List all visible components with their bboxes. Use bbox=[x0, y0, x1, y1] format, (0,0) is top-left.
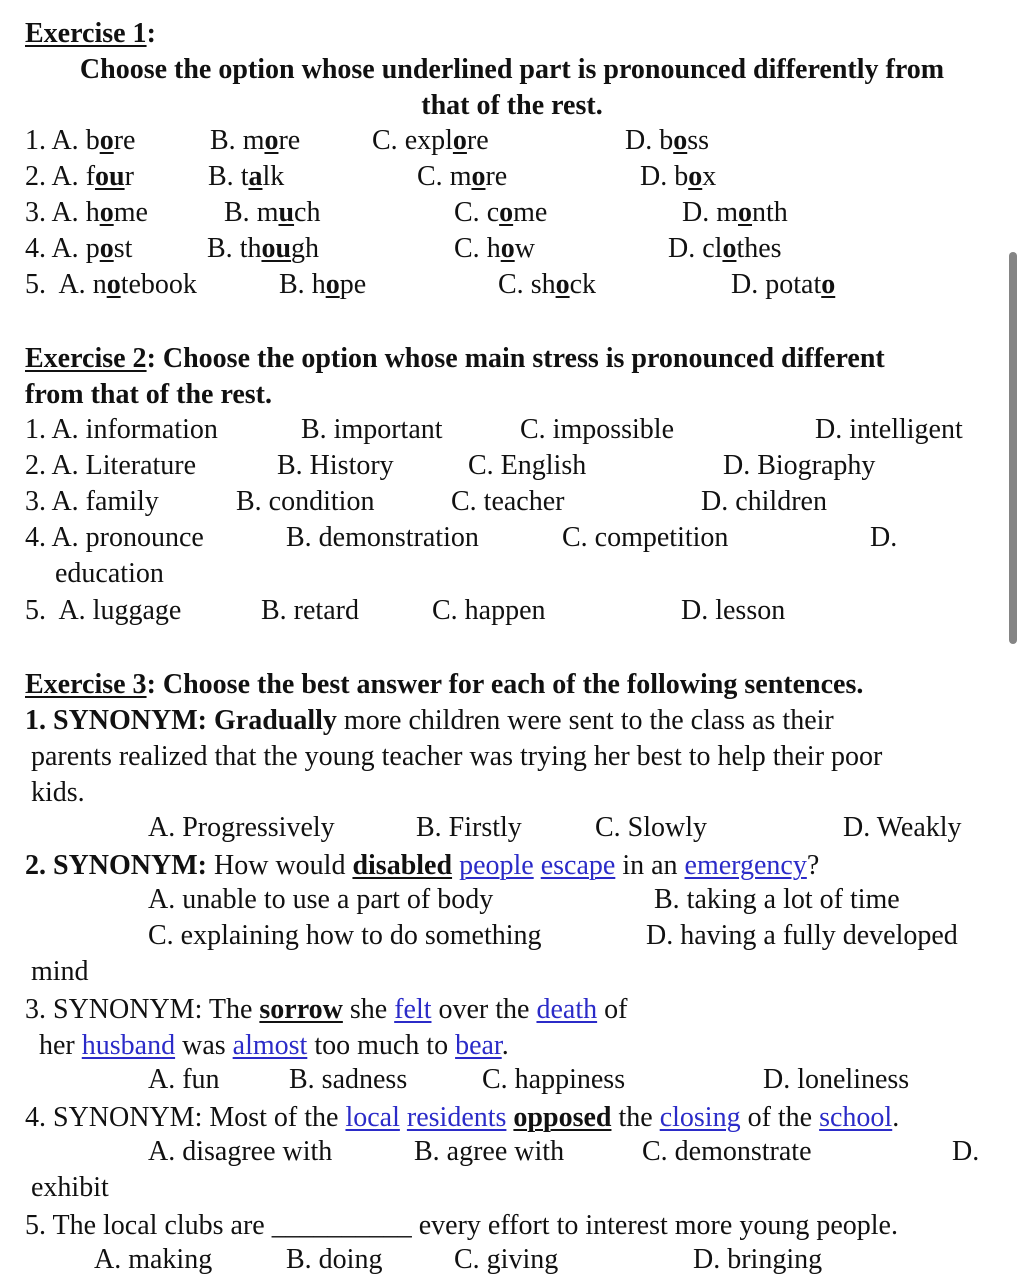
ex3-q5-option-a: A. making bbox=[94, 1244, 213, 1275]
ex2-q5-b: B. retard bbox=[261, 595, 359, 626]
key-word: disabled bbox=[352, 850, 453, 881]
link-husband[interactable]: husband bbox=[81, 1030, 176, 1061]
heading-colon: : bbox=[146, 18, 156, 49]
ex2-q4-c: C. competition bbox=[562, 522, 729, 553]
exercise-1-instruction: Choose the option whose underlined part is pronounced differently from bbox=[79, 54, 945, 85]
ex3-q5-option-b: B. doing bbox=[286, 1244, 383, 1275]
ex3-q1-stem-line3: kids. bbox=[31, 777, 85, 808]
ex1-q2-c: C. more bbox=[417, 161, 508, 192]
ex3-q3-stem: 3. SYNONYM: The sorrow she felt over the death of bbox=[25, 994, 628, 1025]
ex2-q1-d: D. intelligent bbox=[815, 414, 963, 445]
ex3-q3-option-b: B. sadness bbox=[289, 1064, 408, 1095]
ex2-q2-b: B. History bbox=[277, 450, 394, 481]
ex3-q2-option-d: D. having a fully developed bbox=[646, 920, 958, 951]
ex3-q4-option-c: C. demonstrate bbox=[642, 1136, 812, 1167]
ex1-q1-b: B. more bbox=[210, 125, 301, 156]
link-felt[interactable]: felt bbox=[394, 994, 432, 1025]
ex1-q5-d: D. potato bbox=[731, 269, 836, 300]
link-school[interactable]: school bbox=[819, 1102, 893, 1133]
vertical-scrollbar[interactable] bbox=[1009, 252, 1017, 644]
ex2-q4-b: B. demonstration bbox=[286, 522, 479, 553]
ex3-q1-option-b: B. Firstly bbox=[416, 812, 522, 843]
ex1-q5-b: B. hope bbox=[279, 269, 367, 300]
heading-text: Exercise 3 bbox=[25, 669, 147, 700]
ex2-q5-d: D. lesson bbox=[681, 595, 786, 626]
ex3-q5-option-c: C. giving bbox=[454, 1244, 559, 1275]
ex1-q3-a: 3. A. home bbox=[25, 197, 148, 228]
ex2-q2-c: C. English bbox=[468, 450, 587, 481]
heading-text: Exercise 1 bbox=[25, 18, 147, 49]
ex3-q2-option-b: B. taking a lot of time bbox=[654, 884, 900, 915]
exercise-2-heading-line2: from that of the rest. bbox=[25, 379, 273, 410]
ex3-q1-stem-line2: parents realized that the young teacher was trying her best to help their poor bbox=[31, 741, 883, 772]
ex1-q3-b: B. much bbox=[224, 197, 321, 228]
ex1-q5-c: C. shock bbox=[498, 269, 597, 300]
ex2-q3-c: C. teacher bbox=[451, 486, 565, 517]
ex1-q2-b: B. talk bbox=[208, 161, 285, 192]
ex3-q3-option-a: A. fun bbox=[148, 1064, 220, 1095]
ex3-q3-stem-line2: her husband was almost too much to bear. bbox=[39, 1030, 509, 1061]
ex3-q4-option-d: D. bbox=[952, 1136, 980, 1167]
ex2-q1-a: 1. A. information bbox=[25, 414, 218, 445]
link-residents[interactable]: residents bbox=[406, 1102, 507, 1133]
ex3-q4-option-a: A. disagree with bbox=[148, 1136, 333, 1167]
exercise-1-instruction-line2: that of the rest. bbox=[421, 90, 603, 121]
ex2-q1-b: B. important bbox=[301, 414, 443, 445]
ex3-q2-option-a: A. unable to use a part of body bbox=[148, 884, 494, 915]
ex1-q4-c: C. how bbox=[454, 233, 535, 264]
link-escape[interactable]: escape bbox=[540, 850, 616, 881]
answer-blank: __________ bbox=[271, 1210, 412, 1241]
ex1-q4-b: B. though bbox=[207, 233, 320, 264]
ex2-q4-d: D. bbox=[870, 522, 898, 553]
key-word: opposed bbox=[513, 1102, 612, 1133]
ex2-q3-b: B. condition bbox=[236, 486, 375, 517]
link-local[interactable]: local bbox=[345, 1102, 400, 1133]
ex2-q3-a: 3. A. family bbox=[25, 486, 159, 517]
ex2-q1-c: C. impossible bbox=[520, 414, 675, 445]
ex3-q2-stem: 2. SYNONYM: How would disabled people escape in an emergency? bbox=[25, 850, 820, 881]
exercise-3-heading: Exercise 3: Choose the best answer for each of the following sentences. bbox=[25, 669, 864, 700]
ex1-q4-a: 4. A. post bbox=[25, 233, 133, 264]
ex2-q2-a: 2. A. Literature bbox=[25, 450, 197, 481]
link-bear[interactable]: bear bbox=[455, 1030, 502, 1061]
ex3-q2-option-d-wrap: mind bbox=[31, 956, 89, 987]
link-almost[interactable]: almost bbox=[232, 1030, 308, 1061]
exercise-1-heading bbox=[25, 16, 156, 52]
ex3-q2-option-c: C. explaining how to do something bbox=[148, 920, 542, 951]
ex1-q1-c: C. explore bbox=[372, 125, 489, 156]
ex3-q4-stem: 4. SYNONYM: Most of the local residents opposed the closing of the school. bbox=[25, 1102, 900, 1133]
ex3-q1-option-d: D. Weakly bbox=[843, 812, 962, 843]
heading-text: Exercise 2 bbox=[25, 343, 147, 374]
key-word: Gradually bbox=[214, 705, 337, 736]
ex2-q5-c: C. happen bbox=[432, 595, 546, 626]
ex3-q5-option-d: D. bringing bbox=[693, 1244, 823, 1275]
ex1-q3-d: D. month bbox=[682, 197, 788, 228]
ex3-q1-stem: 1. SYNONYM: Gradually more children were sent to the class as their bbox=[25, 705, 834, 736]
link-closing[interactable]: closing bbox=[659, 1102, 741, 1133]
ex3-q5-stem: 5. The local clubs are __________ every effort to interest more young people. bbox=[25, 1210, 898, 1241]
ex3-q1-option-a: A. Progressively bbox=[148, 812, 335, 843]
link-emergency[interactable]: emergency bbox=[684, 850, 807, 881]
exercise-2-heading: Exercise 2: Choose the option whose main stress is pronounced different bbox=[25, 343, 885, 374]
ex1-q1-d: D. boss bbox=[625, 125, 710, 156]
ex1-q5-a: 5. A. notebook bbox=[25, 269, 197, 300]
ex3-q4-option-b: B. agree with bbox=[414, 1136, 565, 1167]
ex1-q3-c: C. come bbox=[454, 197, 548, 228]
ex1-q1-a: 1. A. bore bbox=[25, 125, 136, 156]
ex3-q1-option-c: C. Slowly bbox=[595, 812, 708, 843]
link-people[interactable]: people bbox=[459, 850, 534, 881]
key-word: sorrow bbox=[259, 994, 343, 1025]
ex3-q3-option-c: C. happiness bbox=[482, 1064, 626, 1095]
ex1-q2-d: D. box bbox=[640, 161, 717, 192]
ex1-q2-a: 2. A. four bbox=[25, 161, 134, 192]
ex2-q5-a: 5. A. luggage bbox=[25, 595, 182, 626]
ex2-q2-d: D. Biography bbox=[723, 450, 876, 481]
ex2-q3-d: D. children bbox=[701, 486, 827, 517]
link-death[interactable]: death bbox=[536, 994, 598, 1025]
ex1-q4-d: D. clothes bbox=[668, 233, 782, 264]
ex2-q4-d-wrap: education bbox=[55, 558, 164, 589]
ex3-q3-option-d: D. loneliness bbox=[763, 1064, 910, 1095]
ex3-q4-option-d-wrap: exhibit bbox=[31, 1172, 109, 1203]
ex2-q4-a: 4. A. pronounce bbox=[25, 522, 204, 553]
